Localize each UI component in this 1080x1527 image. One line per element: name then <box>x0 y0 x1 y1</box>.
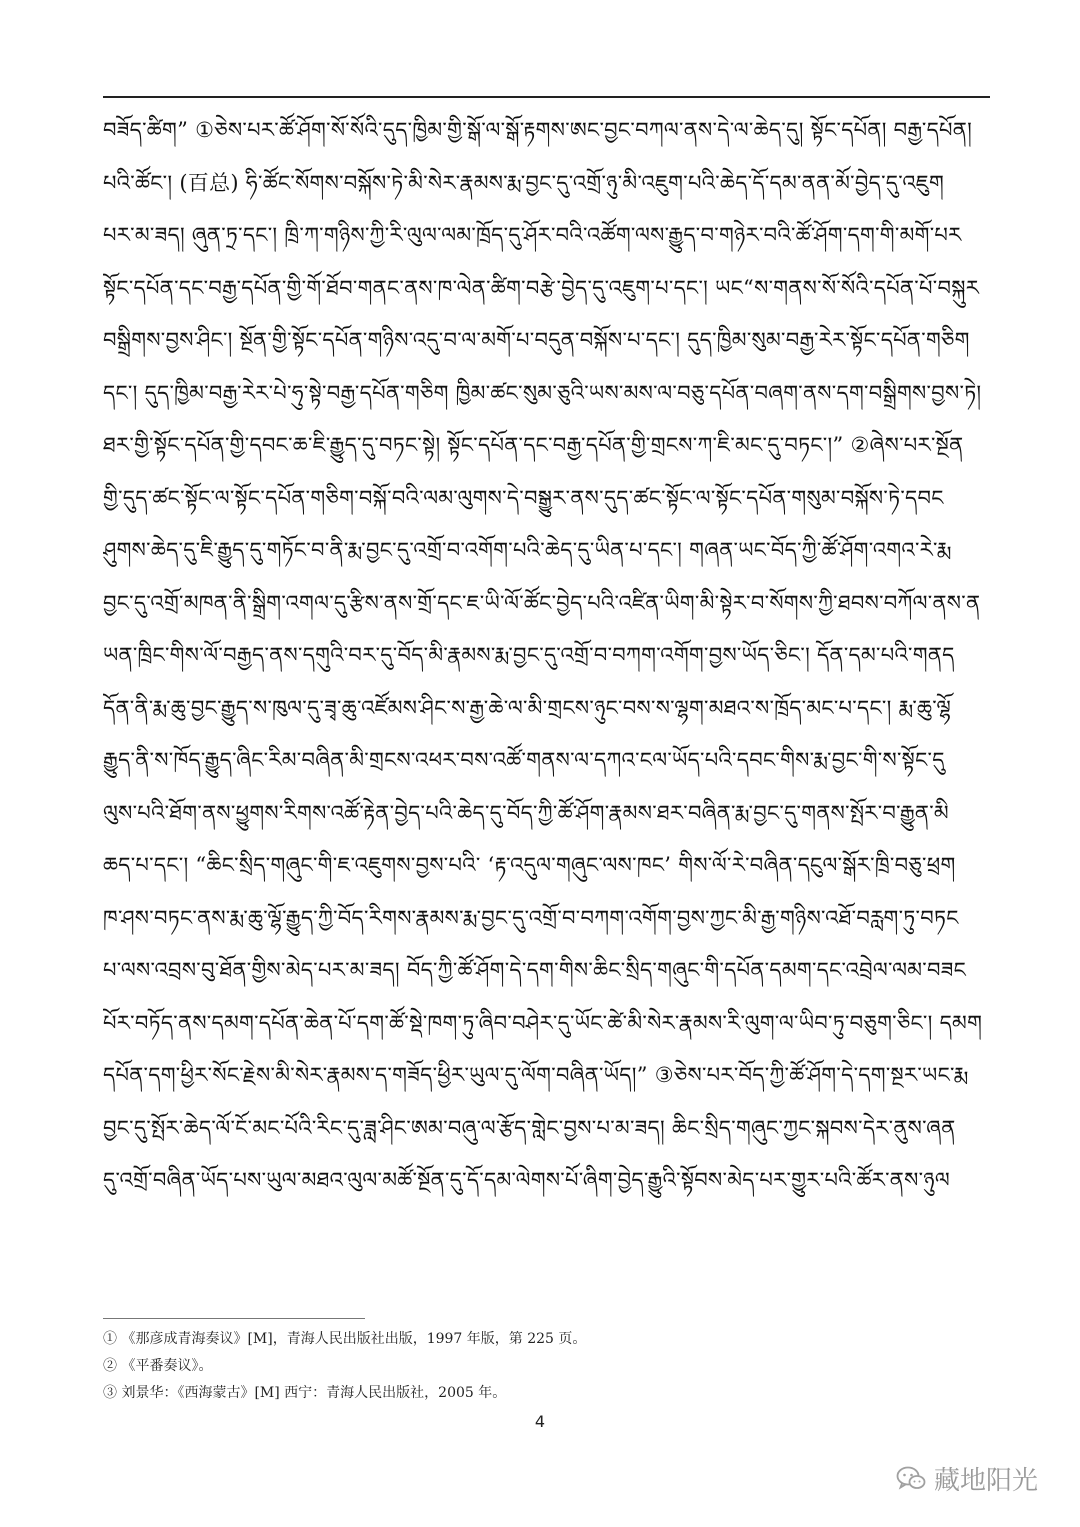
text-line: པ་ལས་འབྲས་བུ་ཐོན་གྱིས་མེད་པར་མ་ཟད། བོད་ཀྱི་ཚོ་ཤོག་དེ་དག་གིས་ཆིང་སྲིད་གཞུང་གི་དཔོན་དམག་དང་འབྲེལ་ལམ་བཟང <box>103 958 967 982</box>
watermark-text: 藏地阳光 <box>933 1466 1038 1496</box>
footnote-3: ③ 刘景华：《西海蒙古》[M] 西宁：青海人民出版社，2005 年。 <box>103 1385 507 1401</box>
text-line: དུ་འགྲོ་བཞིན་ཡོད་པས་ཡུལ་མཐའ་ལུལ་མཚོ་སྔོན་དུ་དོ་དམ་ལེགས་པོ་ཞིག་བྱེད་རྒྱུའི་སྟོབས་མེད་པར་གྱུར་པའི་ཚོར་ནས་ཉུལ <box>103 1168 950 1192</box>
wechat-icon <box>896 1466 926 1492</box>
text-line: ལུས་པའི་ཐོག་ནས་ཕྱུགས་རིགས་འཚོ་རྟེན་བྱེད་པའི་ཆེད་དུ་བོད་ཀྱི་ཚོ་ཤོག་རྣམས་ཐར་བཞིན་རྨ་བྱང་དུ་གནས་སྤོར་བ་རྒྱུན་མི <box>103 800 949 825</box>
text-line: ཡན་ཁྲིང་གིས་ལོ་བརྒྱད་ནས་དགུའི་བར་དུ་བོད་མི་རྣམས་རྨ་བྱང་དུ་འགྲོ་བ་བཀག་འགོག་བྱས་ཡོད་ཅིང་། དོན་དམ་པའི་གནད <box>103 643 955 667</box>
text-line: བསྒྲིགས་བྱས་ཤིང་། སྔོན་གྱི་སྟོང་དཔོན་གཉིས་འདུ་བ་ལ་མགོ་པ་བདུན་བསྐོས་པ་དང་། དུད་ཁྱིམ་སུམ་བརྒྱ་རེར་སྟོང་དཔོན་གཅིག <box>103 328 970 352</box>
footnote-rule <box>103 1318 365 1319</box>
text-line: དང་། དུད་ཁྱིམ་བརྒྱ་རེར་པེ་ཧུ་སྟེ་བརྒྱ་དཔོན་གཅིག ཁྱིམ་ཚང་སུམ་ཅུའི་ཡས་མས་ལ་བཅུ་དཔོན་བཞག་ནས་དག་བསྒྲིགས་བྱས་ཏེ། <box>103 380 982 405</box>
text-line: ཐར་གྱི་སྟོང་དཔོན་གྱི་དབང་ཆ་ཇི་རྒྱུད་དུ་བཏང་སྟེ། སྟོང་དཔོན་དང་བརྒྱ་དཔོན་གྱི་གྲངས་ཀ་ཇི་མང་དུ་བཏང་།” ②ཞེས་པར་སྔོན <box>103 433 964 457</box>
text-line: དཔོན་དག་ཕྱིར་སོང་རྗེས་མི་སེར་རྣམས་ད་གཟོད་ཕྱིར་ཡུལ་དུ་ལོག་བཞིན་ཡོད།” ③ཅེས་པར་བོད་ཀྱི་ཚོ་ཤོག་དེ་དག་སྔར་ཡང་རྨ <box>103 1063 969 1087</box>
text-line: པར་མ་ཟད། ཞུན་ཏྲ་དང་། ཁྲི་ཀ་གཉིས་ཀྱི་རི་ལུལ་ལམ་ཁྲོད་དུ་ཤོར་བའི་འཚོག་ལས་རྒྱུད་བ་གཉེར་བའི་ཚོ་ཤོག་དག་གི་མགོ་པར <box>103 223 962 247</box>
text-line: ཆད་པ་དང་། “ཆིང་སྲིད་གཞུང་གི་ཇ་འཇུགས་བྱས་པའི་ ‘རྟ་འདུལ་གཞུང་ལས་ཁང’ གིས་ལོ་རེ་བཞིན་དངུལ་སྒོར་ཁྲི་བཅུ་ཕྲག <box>103 853 956 877</box>
text-line: བྱང་དུ་འགྲོ་མཁན་ནི་སྒྲིག་འགལ་དུ་རྩིས་ནས་གྲོ་དང་ཇ་ཡི་ལོ་ཚོང་བྱེད་པའི་འཛིན་ཡིག་མི་སྟེར་བ་སོགས་ཀྱི་ཐབས་བཀོལ་ནས་ན <box>103 590 981 615</box>
text-line: པའི་ཚོང་། (百总) ཧི་ཚོང་སོགས་བསྐོས་ཏེ་མི་སེར་རྣམས་རྨ་བྱང་དུ་འགྲོ་ཉུ་མི་འཇུག་པའི་ཆེད་དོ་དམ་ནན་མོ་བྱེད་དུ་འཇུག <box>103 170 945 195</box>
text-line: སྟོང་དཔོན་དང་བརྒྱ་དཔོན་གྱི་གོ་ཐོབ་གནང་ནས་ཁ་ལེན་ཚིག་བརྩེ་བྱེད་དུ་འཇུག་པ་དང་། ཡང“ས་གནས་སོ་སོའི་དཔོན་པོ་བསྐུར <box>103 275 980 300</box>
header-rule <box>103 96 990 98</box>
text-line: བཟོད་ཚིག” ①ཅེས་པར་ཚོ་ཤོག་སོ་སོའི་དུད་ཁྱིམ་གྱི་སྒོ་ལ་སྒོ་རྟགས་ཨང་བྱང་བཀལ་ནས་དེ་ལ་ཆེད་དུ། སྟོང་དཔོན། བརྒྱ་དཔོན། <box>103 118 973 142</box>
footnote-1: ① 《那彦成青海奏议》[M]，青海人民出版社出版，1997 年版，第 225 页。 <box>103 1331 587 1347</box>
text-line: རྒྱུད་ནི་ས་ཁོད་རྒྱུད་ཞིང་རིམ་བཞིན་མི་གྲངས་འཕར་བས་འཚོ་གནས་ལ་དཀའ་ངལ་ཡོད་པའི་དབང་གིས་རྨ་བྱང་གི་ས་སྟོང་དུ <box>103 748 945 772</box>
text-line: དོན་ནི་རྨ་ཆུ་བྱང་རྒྱུད་ས་ཁུལ་དུ་ཟྭ་ཆུ་འཛོམས་ཤིང་ས་རྒྱ་ཆེ་ལ་མི་གྲངས་ཉུང་བས་ས་ལྷག་མཐའ་ས་ཁྲོད་མང་པ་དང་། རྨ་ཆུ་ལྷོ <box>103 695 952 720</box>
footnotes <box>103 1326 983 1407</box>
page-number: 4 <box>534 1412 546 1431</box>
watermark <box>896 1460 1038 1497</box>
footnote-2: ② 《平番奏议》。 <box>103 1358 213 1374</box>
body-text <box>103 104 993 1259</box>
text-line: ཤུགས་ཆེད་དུ་ཇི་རྒྱུད་དུ་གཏོང་བ་ནི་རྨ་བྱང་དུ་འགྲོ་བ་འགོག་པའི་ཆེད་དུ་ཡིན་པ་དང་། གཞན་ཡང་བོད་ཀྱི་ཚོ་ཤོག་འགའ་རེ་རྨ <box>103 538 952 562</box>
text-line: ཁ་ཤས་བཏང་ནས་རྨ་ཆུ་ལྷོ་རྒྱུད་ཀྱི་བོད་རིགས་རྣམས་རྨ་བྱང་དུ་འགྲོ་བ་བཀག་འགོག་བྱས་ཀྱང་མི་རྒྱ་གཉིས་འཐོ་བརླག་ཏུ་བཏང <box>103 905 959 930</box>
text-line: གྱི་དུད་ཚང་སྟོང་ལ་སྟོང་དཔོན་གཅིག་བསྐོ་བའི་ལམ་ལུགས་དེ་བསྒྱུར་ནས་དུད་ཚང་སྟོང་ལ་སྟོང་དཔོན་གསུམ་བསྐོས་ཏེ་དབང <box>103 485 944 510</box>
text-line: པོར་བཏོད་ནས་དམག་དཔོན་ཆེན་པོ་དག་ཚོ་སྡེ་ཁག་ཏུ་ཞིབ་བཤེར་དུ་ཡོང་ཚེ་མི་སེར་རྣམས་རི་ལུག་ལ་ཡིབ་ཏུ་བཅུག་ཅིང་། དམག <box>103 1010 983 1035</box>
text-line <box>103 1207 993 1260</box>
text-line: བྱང་དུ་སྤོར་ཆེད་ལོ་ངོ་མང་པོའི་རིང་དུ་ཟླ་ཤིང་ཨམ་བཞུ་ལ་རྩོད་གླེང་བྱས་པ་མ་ཟད། ཆིང་སྲིད་གཞུང་ཀྱང་སྐབས་དེར་ནུས་ཞན <box>103 1115 956 1140</box>
